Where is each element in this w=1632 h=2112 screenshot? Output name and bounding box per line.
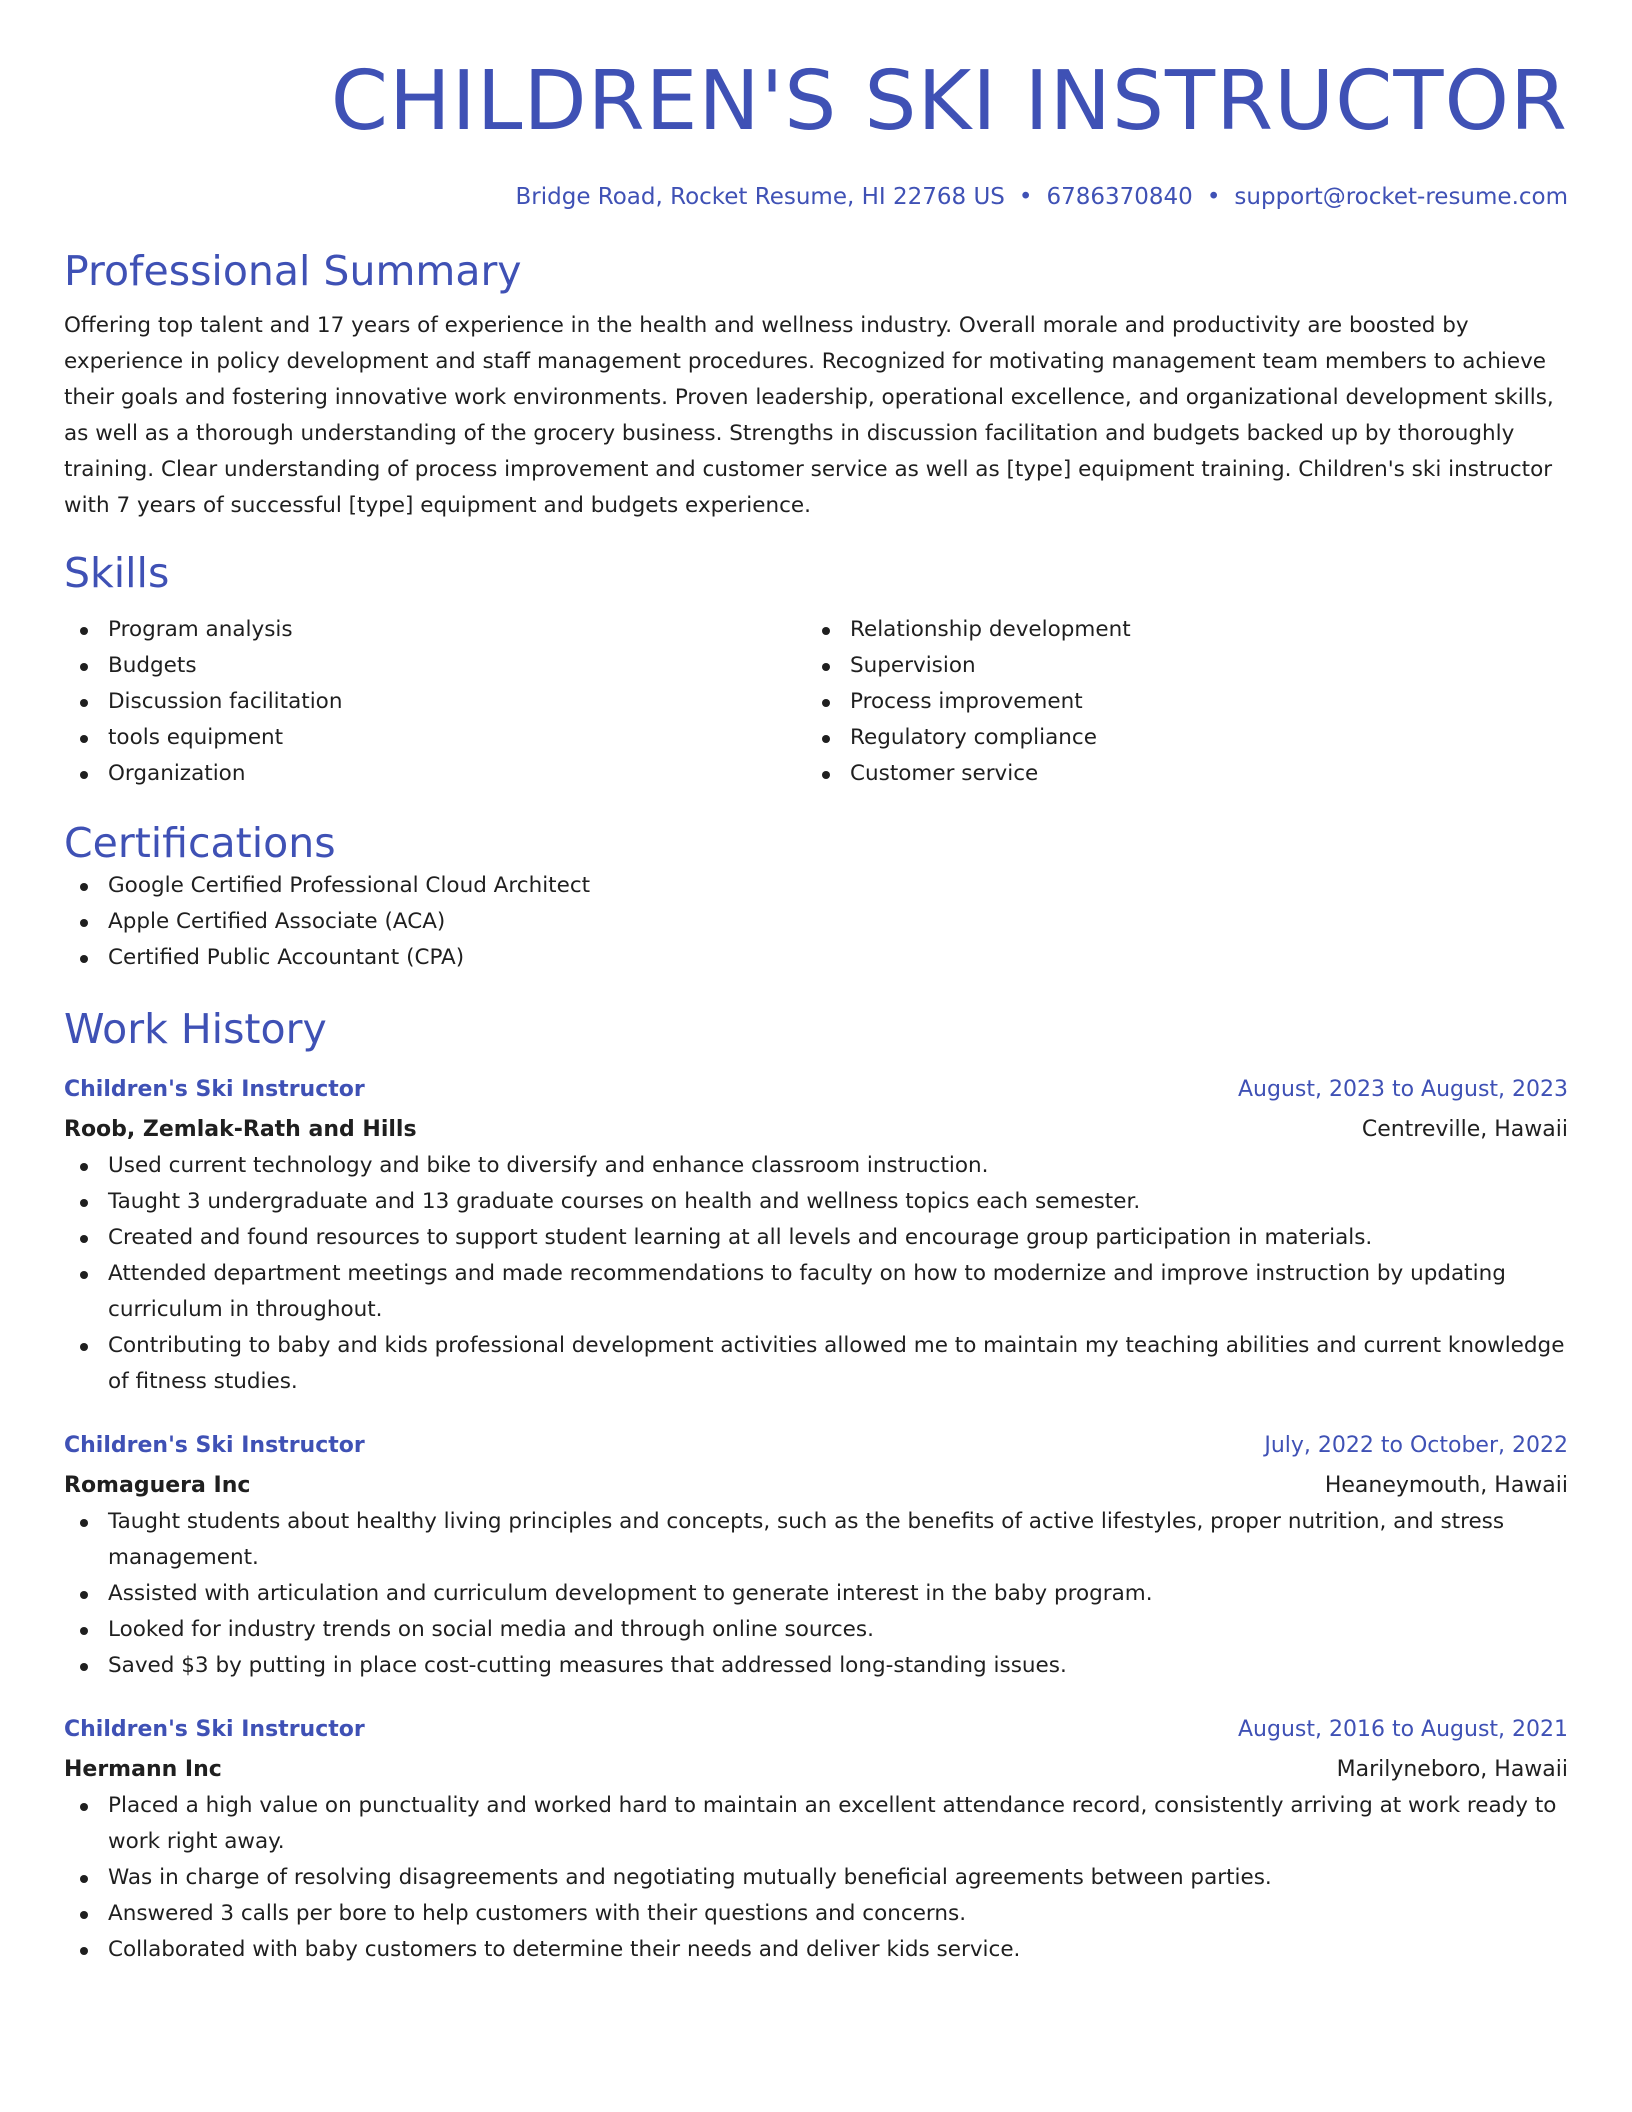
certification-item — [64, 904, 1568, 940]
skill-item-text: Relationship development — [850, 617, 1131, 642]
job-duty-item-text: Looked for industry trends on social media and through online sources. — [108, 1617, 874, 1642]
skill-item — [64, 612, 806, 648]
contact-phone: 6786370840 — [1046, 184, 1193, 210]
work-history-heading: Work History — [64, 1005, 327, 1053]
job-entry — [64, 1712, 1568, 1968]
bullet-icon — [80, 1235, 88, 1243]
contact-separator: • — [1018, 184, 1033, 210]
job-location: Marilyneboro, Hawaii — [1336, 1757, 1568, 1782]
bullet-icon — [80, 1627, 88, 1635]
certifications-section — [64, 818, 1568, 976]
job-title-row — [64, 1428, 1568, 1464]
bullet-icon — [80, 663, 88, 671]
job-title: Children's Ski Instructor — [64, 1717, 365, 1742]
bullet-icon — [822, 663, 830, 671]
bullet-icon — [80, 1591, 88, 1599]
certification-item-text: Certified Public Accountant (CPA) — [108, 945, 465, 970]
bullet-icon — [80, 919, 88, 927]
skills-columns — [64, 612, 1568, 792]
bullet-icon — [80, 1519, 88, 1527]
job-entry — [64, 1428, 1568, 1684]
bullet-icon — [80, 1911, 88, 1919]
job-duty-item — [64, 1932, 1568, 1968]
bullet-icon — [80, 1199, 88, 1207]
bullet-icon — [822, 699, 830, 707]
job-duty-item — [64, 1860, 1568, 1896]
skill-item-text: Supervision — [850, 653, 976, 678]
skills-list-left — [64, 612, 806, 792]
summary-text: Offering top talent and 17 years of experience in the health and wellness industry. Overall morale and productivity are boosted by experience in policy development and staff management procedures. Recognized for motivating management team members to achieve their goals and fostering innovative work environments. Proven leadership, operational excellence, and organizational development skills, as well as a thorough understanding of the grocery business. Strengths in discussion facilitation and budgets backed up by thoroughly training. Clear understanding of process improvement and customer service as well as [type] equipment training. Children's ski instructor with 7 years of successful [type] equipment and budgets experience. — [64, 313, 1554, 518]
job-dates: August, 2023 to August, 2023 — [1238, 1077, 1568, 1102]
skill-item-text: Budgets — [108, 653, 197, 678]
bullet-icon — [80, 955, 88, 963]
certification-item — [64, 868, 1568, 904]
skill-item-text: Program analysis — [108, 617, 293, 642]
skill-item — [64, 720, 806, 756]
contact-email[interactable]: support@rocket-resume.com — [1234, 184, 1568, 210]
skills-column-right — [806, 612, 1548, 792]
bullet-icon — [80, 883, 88, 891]
bullet-icon — [80, 1663, 88, 1671]
skill-item — [806, 612, 1548, 648]
skill-item — [806, 720, 1548, 756]
skills-column-left — [64, 612, 806, 792]
job-duty-item-text: Used current technology and bike to diversify and enhance classroom instruction. — [108, 1153, 989, 1178]
resume-title: CHILDREN'S SKI INSTRUCTOR — [330, 54, 1568, 149]
job-duty-item — [64, 1220, 1568, 1256]
skills-section — [64, 548, 1568, 792]
job-dates: August, 2016 to August, 2021 — [1238, 1717, 1568, 1742]
skill-item-text: Customer service — [850, 761, 1039, 786]
skill-item — [806, 684, 1548, 720]
bullet-icon — [80, 1803, 88, 1811]
job-duty-item-text: Attended department meetings and made recommendations to faculty on how to modernize and improve instruction by updating curriculum in throughout. — [108, 1261, 1506, 1322]
job-company: Romaguera Inc — [64, 1473, 251, 1498]
job-location: Heaneymouth, Hawaii — [1324, 1473, 1568, 1498]
job-duties-list — [64, 1504, 1568, 1684]
skill-item — [64, 684, 806, 720]
certification-item-text: Apple Certified Associate (ACA) — [108, 909, 446, 934]
bullet-icon — [80, 771, 88, 779]
skill-item-text: Organization — [108, 761, 246, 786]
skill-item-text: Process improvement — [850, 689, 1083, 714]
job-duty-item — [64, 1896, 1568, 1932]
work-history-section — [64, 1004, 1568, 1968]
summary-section — [64, 246, 1568, 524]
job-location: Centreville, Hawaii — [1361, 1117, 1568, 1142]
job-duty-item-text: Taught students about healthy living principles and concepts, such as the benefits of active lifestyles, proper nutrition, and stress management. — [108, 1509, 1505, 1570]
skills-heading: Skills — [64, 549, 170, 597]
job-company-row — [64, 1108, 1568, 1148]
job-duty-item — [64, 1612, 1568, 1648]
job-duty-item-text: Answered 3 calls per bore to help customers with their questions and concerns. — [108, 1901, 967, 1926]
job-duty-item-text: Contributing to baby and kids professional development activities allowed me to maintain my teaching abilities and current knowledge of fitness studies. — [108, 1333, 1565, 1394]
job-title-row — [64, 1712, 1568, 1748]
bullet-icon — [80, 1947, 88, 1955]
skill-item-text: Discussion facilitation — [108, 689, 343, 714]
bullet-icon — [80, 1343, 88, 1351]
bullet-icon — [822, 627, 830, 635]
job-duty-item — [64, 1788, 1568, 1860]
job-duty-item-text: Collaborated with baby customers to determine their needs and deliver kids service. — [108, 1937, 1021, 1962]
bullet-icon — [80, 1163, 88, 1171]
certifications-heading: Certifications — [64, 819, 336, 867]
bullet-icon — [80, 1271, 88, 1279]
skill-item-text: tools equipment — [108, 725, 284, 750]
certifications-list — [64, 868, 1568, 976]
job-duty-item — [64, 1504, 1568, 1576]
skill-item-text: Regulatory compliance — [850, 725, 1097, 750]
job-duty-item-text: Saved $3 by putting in place cost-cutting measures that addressed long-standing issues. — [108, 1653, 1067, 1678]
job-duty-item — [64, 1648, 1568, 1684]
skill-item — [806, 648, 1548, 684]
bullet-icon — [80, 627, 88, 635]
job-company: Hermann Inc — [64, 1757, 222, 1782]
contact-line — [64, 182, 1568, 212]
bullet-icon — [822, 735, 830, 743]
job-duty-item-text: Was in charge of resolving disagreements and negotiating mutually beneficial agreements between parties. — [108, 1865, 1272, 1890]
job-duty-item-text: Assisted with articulation and curriculum development to generate interest in the baby program. — [108, 1581, 1153, 1606]
contact-address: Bridge Road, Rocket Resume, HI 22768 US — [515, 184, 1005, 210]
job-duty-item-text: Created and found resources to support student learning at all levels and encourage group participation in materials. — [108, 1225, 1373, 1250]
job-duty-item — [64, 1184, 1568, 1220]
job-company-row — [64, 1748, 1568, 1788]
job-title: Children's Ski Instructor — [64, 1077, 365, 1102]
job-duty-item — [64, 1328, 1568, 1400]
job-entry — [64, 1072, 1568, 1400]
job-duties-list — [64, 1788, 1568, 1968]
skill-item — [64, 756, 806, 792]
job-dates: July, 2022 to October, 2022 — [1264, 1433, 1568, 1458]
bullet-icon — [80, 735, 88, 743]
job-duty-item — [64, 1148, 1568, 1184]
skill-item — [806, 756, 1548, 792]
bullet-icon — [822, 771, 830, 779]
job-duty-item — [64, 1256, 1568, 1328]
summary-heading: Professional Summary — [64, 247, 522, 295]
job-company: Roob, Zemlak-Rath and Hills — [64, 1117, 417, 1142]
job-duties-list — [64, 1148, 1568, 1400]
certification-item-text: Google Certified Professional Cloud Architect — [108, 873, 591, 898]
bullet-icon — [80, 699, 88, 707]
job-title: Children's Ski Instructor — [64, 1433, 365, 1458]
job-duty-item — [64, 1576, 1568, 1612]
contact-separator: • — [1206, 184, 1221, 210]
skill-item — [64, 648, 806, 684]
certification-item — [64, 940, 1568, 976]
job-duty-item-text: Placed a high value on punctuality and worked hard to maintain an excellent attendance record, consistently arriving at work ready to work right away. — [108, 1793, 1557, 1854]
job-duty-item-text: Taught 3 undergraduate and 13 graduate courses on health and wellness topics each semester. — [108, 1189, 1141, 1214]
job-company-row — [64, 1464, 1568, 1504]
job-title-row — [64, 1072, 1568, 1108]
skills-list-right — [806, 612, 1548, 792]
bullet-icon — [80, 1875, 88, 1883]
